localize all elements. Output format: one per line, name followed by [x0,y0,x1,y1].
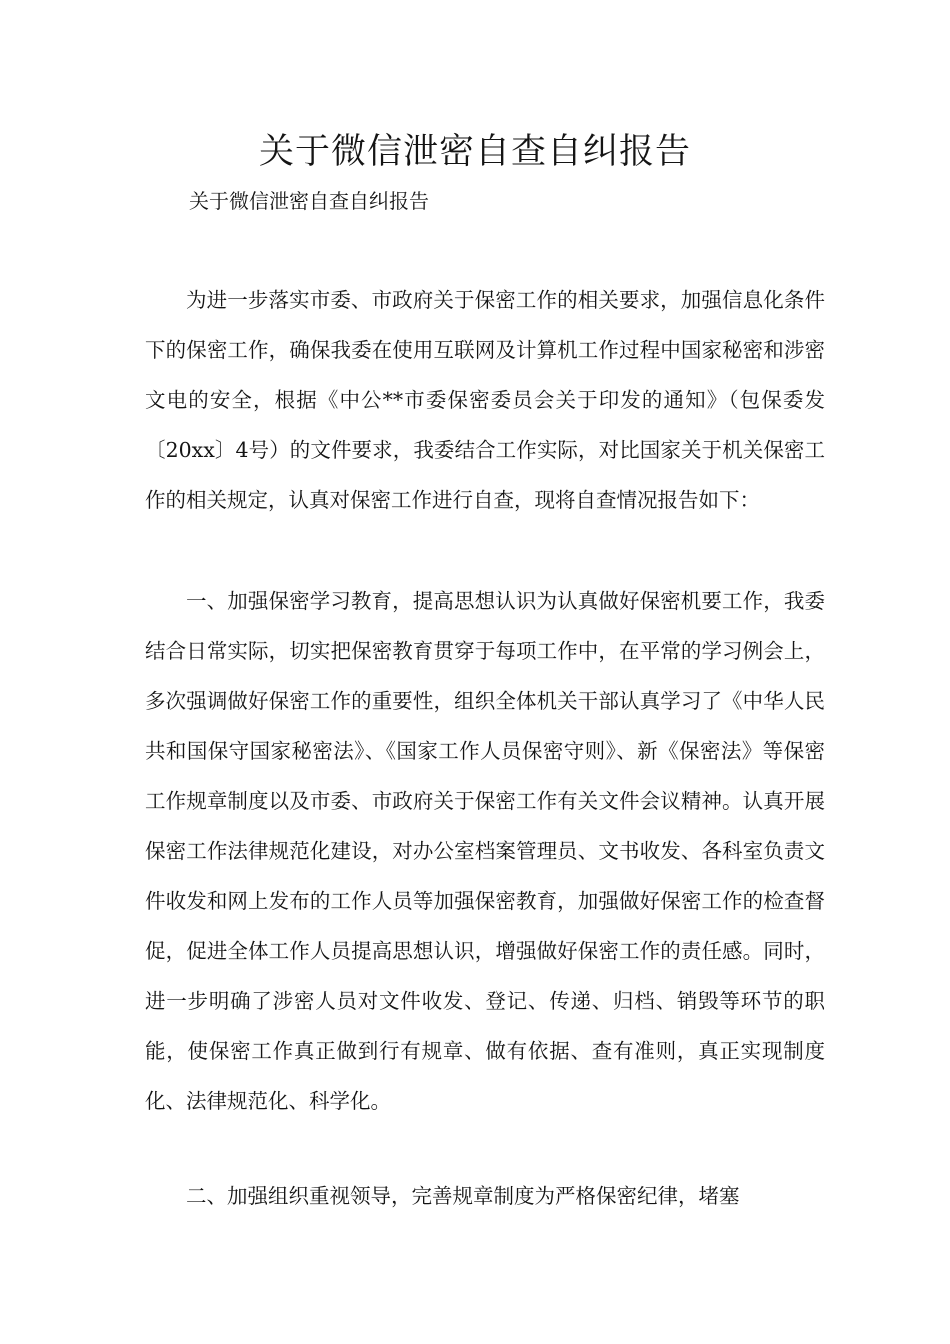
paragraph-section-2: 二、加强组织重视领导，完善规章制度为严格保密纪律，堵塞 [186,1184,740,1208]
document-subtitle: 关于微信泄密自查自纠报告 [189,189,429,213]
paragraph-intro: 为进一步落实市委、市政府关于保密工作的相关要求，加强信息化条件下的保密工作，确保我委在使用互联网及计算机工作过程中国家秘密和涉密文电的安全，根据《中公**市委保密委员会关于印发的通知》（包保委发〔20xx〕4号）的文件要求，我委结合工作实际，对比国家关于机关保密工作的相关规定，认真对保密工作进行自查，现将自查情况报告如下： [145,288,825,512]
paragraph-section-1: 一、加强保密学习教育，提高思想认识为认真做好保密机要工作，我委结合日常实际，切实把保密教育贯穿于每项工作中，在平常的学习例会上，多次强调做好保密工作的重要性，组织全体机关干部认真学习了《中华人民共和国保守国家秘密法》、《国家工作人员保密守则》、新《保密法》等保密工作规章制度以及市委、市政府关于保密工作有关文件会议精神。认真开展保密工作法律规范化建设，对办公室档案管理员、文书收发、各科室负责文件收发和网上发布的工作人员等加强保密教育，加强做好保密工作的检查督促，促进全体工作人员提高思想认识，增强做好保密工作的责任感。同时，进一步明确了涉密人员对文件收发、登记、传递、归档、销毁等环节的职能，使保密工作真正做到行有规章、做有依据、查有准则，真正实现制度化、法律规范化、科学化。 [145,589,825,1113]
document-title: 关于微信泄密自查自纠报告 [258,132,691,172]
